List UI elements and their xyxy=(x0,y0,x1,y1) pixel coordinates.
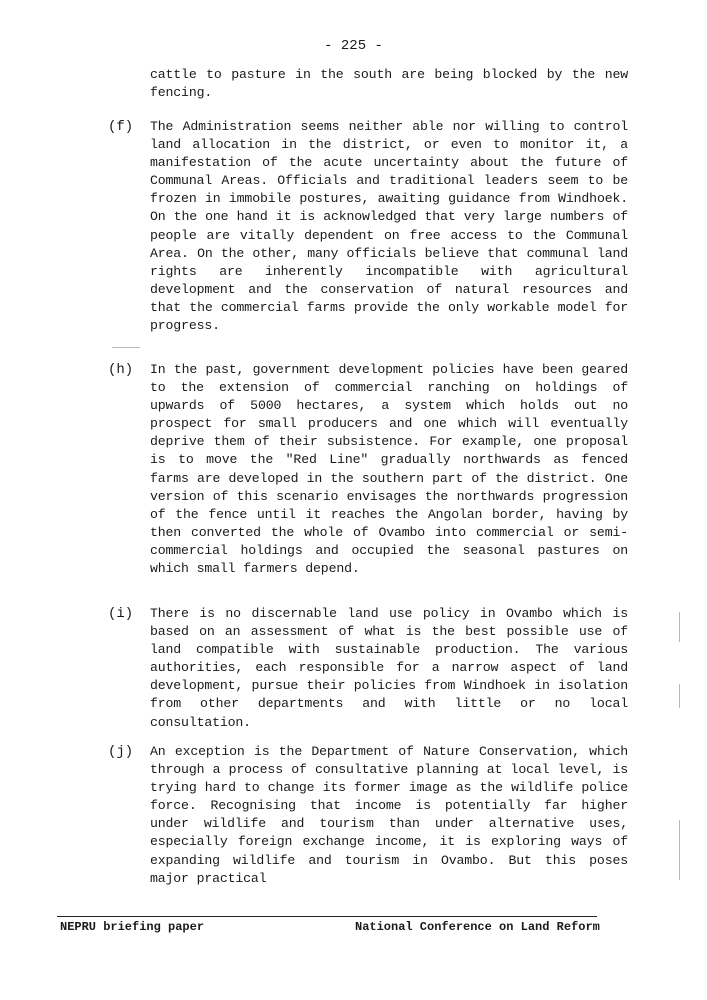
paragraph-text: In the past, government development policies have been geared to the extension of commercial ranching on holdings of upwards of 5000 hectares, a system which holds out no prospect for small producers and one which will eventually deprive them of their subsistence. For example, one proposal is to move the "Red Line" gradually northwards as fenced farms are developed in the southern part of the district. One version of this scenario envisages the northwards progression of the fence until it reaches the Angolan border, having by then converted the whole of Ovambo into commercial or semi-commercial holdings and occupied the seasonal pastures on which small farmers depend. xyxy=(150,362,628,577)
paragraph-text: The Administration seems neither able nor willing to control land allocation in the district, or even to monitor it, a manifestation of the acute uncertainty about the future of Communal Areas. Officials and traditional leaders seem to be frozen in immobile postures, awaiting guidance from Windhoek. On the one hand it is acknowledged that very large numbers of people are vitally dependent on free access to the Communal Area. On the other, many officials believe that communal land rights are inherently incompatible with agricultural development and the conservation of natural resources and that the commercial farms provide the only workable model for progress. xyxy=(150,119,628,334)
footer-left-text: NEPRU briefing paper xyxy=(60,920,205,934)
scan-speck xyxy=(679,684,680,708)
scan-speck xyxy=(679,820,680,880)
footer-right-text: National Conference on Land Reform xyxy=(355,920,600,934)
paragraph-marker: (f) xyxy=(108,119,134,135)
scan-speck xyxy=(112,347,140,348)
paragraph-text: There is no discernable land use policy in Ovambo which is based on an assessment of what is the best possible use of land compatible with sustainable production. The various authorities, each responsible for a narrow aspect of land development, pursue their policies from Windhoek in isolation from other departments and with little or no local consultation. xyxy=(150,606,628,730)
footer-divider xyxy=(57,916,597,917)
page-number: - 225 - xyxy=(324,38,383,54)
paragraph-text: An exception is the Department of Nature Conservation, which through a process of consultative planning at local level, is trying hard to change its former image as the wildlife police force. Recognising that income is potentially far higher under wildlife and tourism than under alternative uses, especially foreign exchange income, it is exploring ways of expanding wildlife and tourism in Ovambo. But this poses major practical xyxy=(150,744,628,886)
scan-speck xyxy=(679,612,680,642)
paragraph-marker: (j) xyxy=(108,744,134,760)
paragraph-text: cattle to pasture in the south are being blocked by the new fencing. xyxy=(150,67,628,101)
paragraph-marker: (i) xyxy=(108,606,134,622)
paragraph-marker: (h) xyxy=(108,362,134,378)
